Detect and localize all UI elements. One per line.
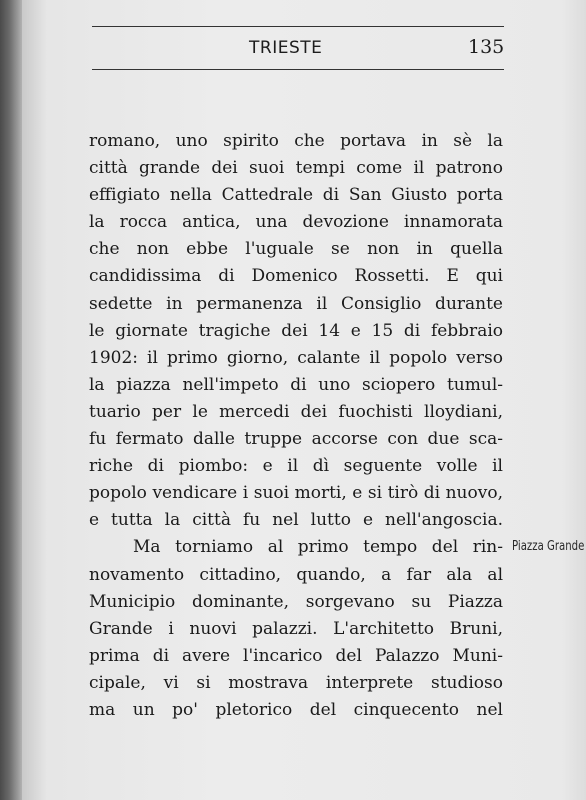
text-line: Grande i nuovi palazzi. L'architetto Bruni, <box>89 618 503 639</box>
body-text <box>89 128 503 724</box>
text-line: Ma torniamo al primo tempo del rin- <box>133 537 503 558</box>
running-head: TRIESTE <box>249 38 323 58</box>
text-line: le giornate tragiche dei 14 e 15 di febbraio <box>89 320 503 341</box>
text-line: e tutta la città fu nel lutto e nell'angoscia. <box>89 510 503 531</box>
text-line: che non ebbe l'uguale se non in quella <box>89 239 503 260</box>
text-line: Municipio dominante, sorgevano su Piazza <box>89 591 503 612</box>
text-line: riche di piombo: e il dì seguente volle il <box>89 456 503 477</box>
text-line: la rocca antica, una devozione innamorata <box>89 212 503 233</box>
text-line: la piazza nell'impeto di uno sciopero tumul- <box>89 374 503 395</box>
margin-note: Piazza Grande <box>512 539 585 554</box>
text-line: popolo vendicare i suoi morti, e si tirò di nuovo, <box>89 483 503 504</box>
text-line: ma un po' pletorico del cinquecento nel <box>89 699 503 720</box>
text-line: città grande dei suoi tempi come il patrono <box>89 158 503 179</box>
text-line: tuario per le mercedi dei fuochisti lloydiani, <box>89 401 503 422</box>
page-number: 135 <box>468 36 505 58</box>
text-line: romano, uno spirito che portava in sè la <box>89 131 503 151</box>
book-binding-shadow <box>0 0 24 800</box>
text-line: 1902: il primo giorno, calante il popolo verso <box>89 347 503 368</box>
header-rule-bottom <box>92 69 504 70</box>
text-line: effigiato nella Cattedrale di San Giusto porta <box>89 185 503 206</box>
text-line: sedette in permanenza il Consiglio durante <box>89 293 503 314</box>
text-line: novamento cittadino, quando, a far ala al <box>89 564 503 585</box>
text-line: candidissima di Domenico Rossetti. E qui <box>89 266 503 287</box>
text-line: fu fermato dalle truppe accorse con due sca- <box>89 429 503 450</box>
header-rule-top <box>92 26 504 27</box>
book-page <box>22 0 586 800</box>
text-line: cipale, vi si mostrava interprete studioso <box>89 672 503 693</box>
text-line: prima di avere l'incarico del Palazzo Muni- <box>89 645 503 666</box>
